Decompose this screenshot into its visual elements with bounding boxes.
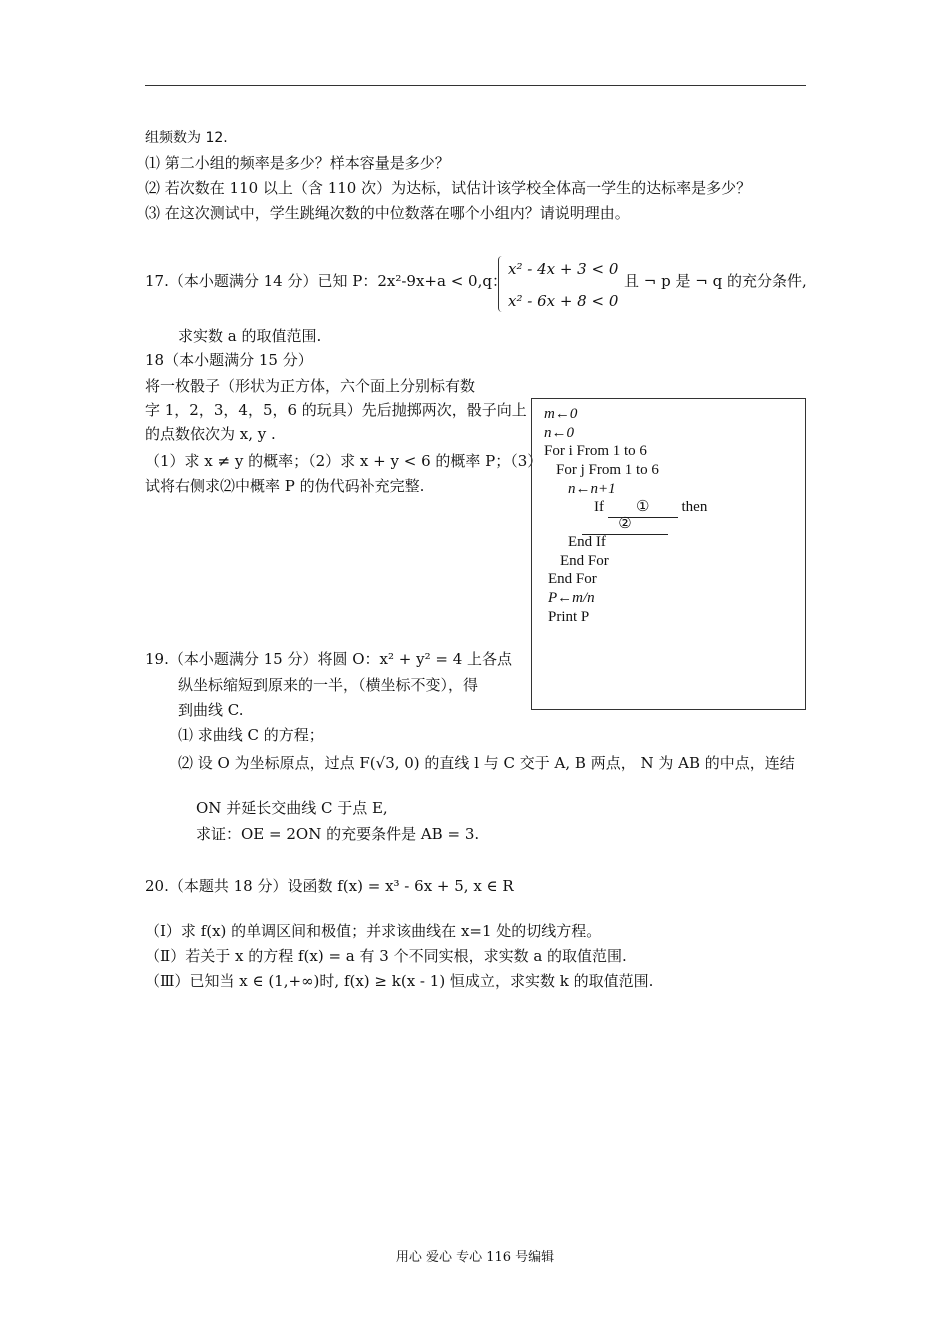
p17-line2: 求实数 a 的取值范围. — [178, 327, 322, 345]
p19-line1: 19.（本小题满分 15 分）将圆 O：x² + y² = 4 上各点 — [145, 650, 513, 668]
code-line-3: For i From 1 to 6 — [544, 443, 647, 459]
blank-1: ① — [608, 498, 678, 518]
p19-sub4: 求证：OE = 2ON 的充要条件是 AB = 3. — [196, 825, 480, 843]
code-line-5: n←n+1 — [568, 481, 616, 497]
code-line-10: P←m/n — [548, 590, 595, 606]
p18-line4: （1）求 x ≠ y 的概率；（2）求 x + y < 6 的概率 P；（3） — [145, 452, 543, 470]
p20-part3: （Ⅲ）已知当 x ∈ (1,+∞)时, f(x) ≥ k(x - 1) 恒成立，求实数 k 的取值范围. — [145, 972, 654, 990]
p19-line3: 到曲线 C. — [178, 701, 244, 719]
p20-part1: （Ⅰ）求 f(x) 的单调区间和极值；并求该曲线在 x=1 处的切线方程。 — [145, 922, 602, 940]
p18-line1: 将一枚骰子（形状为正方体，六个面上分别标有数 — [145, 377, 476, 395]
p19-sub2: ⑵ 设 O 为坐标原点，过点 F(√3, 0) 的直线 l 与 C 交于 A, B 两点， N 为 AB 的中点，连结 — [178, 754, 795, 772]
code-line-8: End For — [560, 553, 609, 569]
intro-line: 组频数为 12. — [145, 130, 228, 146]
code-line-blank2 — [582, 515, 668, 535]
p19-line2: 纵坐标缩短到原来的一半，（横坐标不变），得 — [178, 676, 479, 694]
code-line-7: End If — [568, 534, 606, 550]
p18-title: 18（本小题满分 15 分） — [145, 351, 313, 369]
p17-system-line1: x² - 4x + 3 < 0 — [508, 260, 619, 278]
blank-2: ② — [582, 515, 668, 535]
code-line-9: End For — [548, 571, 597, 587]
page-footer: 用心 爱心 专心 116 号编辑 — [395, 1250, 555, 1265]
code-line-4: For j From 1 to 6 — [556, 462, 659, 478]
p18-line5: 试将右侧求⑵中概率 P 的伪代码补充完整. — [145, 477, 425, 495]
code-line-11: Print P — [548, 609, 590, 625]
q1-text: ⑴ 第二小组的频率是多少？样本容量是多少？ — [145, 154, 450, 172]
q2-text: ⑵ 若次数在 110 以上（含 110 次）为达标，试估计该学校全体高一学生的达标率是多少？ — [145, 179, 752, 197]
p20-line1: 20.（本题共 18 分）设函数 f(x) = x³ - 6x + 5, x ∈ R — [145, 877, 514, 895]
p18-line2: 字 1，2，3，4，5，6 的玩具）先后抛掷两次，骰子向上 — [145, 401, 527, 419]
p17-lead: 17.（本小题满分 14 分）已知 P：2x²-9x+a < 0,q： — [145, 272, 507, 290]
p18-line3: 的点数依次为 x, y . — [145, 425, 276, 443]
p19-sub3: ON 并延长交曲线 C 于点 E, — [196, 799, 388, 817]
code-then-keyword: then — [681, 499, 708, 515]
p20-part2: （Ⅱ）若关于 x 的方程 f(x) = a 有 3 个不同实根，求实数 a 的取值范围. — [145, 947, 627, 965]
p17-system-line2: x² - 6x + 8 < 0 — [508, 292, 619, 310]
q3-text: ⑶ 在这次测试中，学生跳绳次数的中位数落在哪个小组内？请说明理由。 — [145, 204, 630, 222]
header-rule — [145, 85, 806, 86]
system-brace — [498, 256, 505, 312]
code-line-1: m←0 — [544, 406, 578, 422]
p17-tail: 且 ¬ p 是 ¬ q 的充分条件, — [624, 272, 807, 290]
code-if-keyword: If — [594, 499, 604, 515]
p19-sub1: ⑴ 求曲线 C 的方程； — [178, 726, 324, 744]
code-line-2: n←0 — [544, 425, 574, 441]
